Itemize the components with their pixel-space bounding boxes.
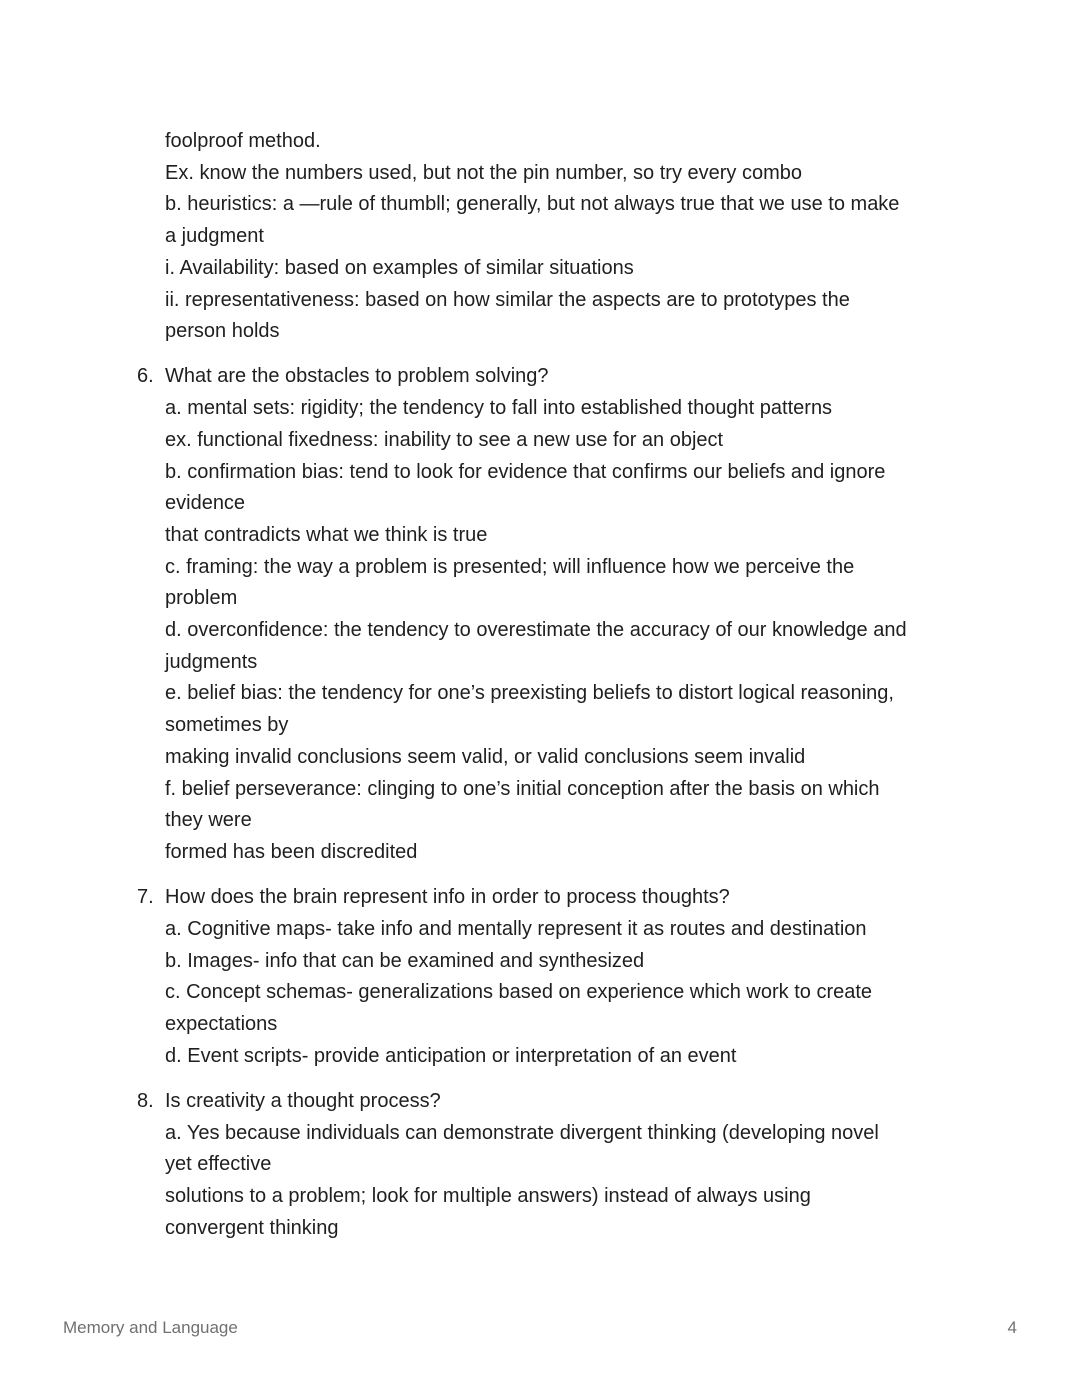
answer-line: convergent thinking [165,1216,339,1239]
intro-continuation [0,126,1080,348]
question-text: Is creativity a thought process? [165,1089,441,1112]
answer-line: evidence [165,492,246,515]
question-7 [0,882,1080,914]
footer-page-number: 4 [1007,1318,1017,1337]
answer-line: a. Cognitive maps- take info and mentally represent it as routes and destination [165,917,867,940]
answer-line: that contradicts what we think is true [165,523,488,546]
question-7-section [0,882,1080,1072]
answer-line: a. Yes because individuals can demonstrate divergent thinking (developing novel [165,1121,879,1144]
text-line: i. Availability: based on examples of similar situations [165,256,634,279]
answer-line: d. overconfidence: the tendency to overestimate the accuracy of our knowledge and [165,619,907,642]
question-text: How does the brain represent info in order to process thoughts? [165,886,730,909]
answer-line: expectations [165,1012,278,1035]
question-number: 6. [137,365,154,388]
answer-line: solutions to a problem; look for multiple answers) instead of always using [165,1185,811,1207]
question-6 [0,361,1080,393]
question-number: 7. [137,886,154,909]
footer-document-title: Memory and Language [63,1318,238,1337]
text-line: Ex. know the numbers used, but not the pin number, so try every combo [165,161,803,184]
answer-line: e. belief bias: the tendency for one’s preexisting beliefs to distort logical reasoning, [165,682,894,705]
answer-line: d. Event scripts- provide anticipation or interpretation of an event [165,1044,737,1067]
answer-line: a. mental sets: rigidity; the tendency to fall into established thought patterns [165,397,833,420]
question-8-section [0,1086,1080,1245]
answer-line: sometimes by [165,714,289,737]
answer-line: c. Concept schemas- generalizations based on experience which work to create [165,981,873,1004]
answer-line: making invalid conclusions seem valid, or valid conclusions seem invalid [165,745,806,768]
document-body [0,126,1080,1244]
question-8 [0,1086,1080,1118]
answer-line: c. framing: the way a problem is presented; will influence how we perceive the [165,555,855,578]
answer-line: b. Images- info that can be examined and synthesized [165,949,645,972]
text-line: b. heuristics: a —rule of thumbll; generally, but not always true that we use to make [165,193,900,216]
text-line: foolproof method. [165,130,321,152]
answer-line: formed has been discredited [165,840,418,863]
text-line: ii. representativeness: based on how similar the aspects are to prototypes the [165,288,850,311]
answer-line: they were [165,809,252,832]
text-line: a judgment [165,225,264,248]
answer-line: f. belief perseverance: clinging to one’s initial conception after the basis on which [165,777,880,800]
answer-line: b. confirmation bias: tend to look for evidence that confirms our beliefs and ignore [165,460,886,483]
question-text: What are the obstacles to problem solving? [165,365,549,388]
question-6-section [0,361,1080,868]
answer-line: problem [165,587,238,610]
answer-line: judgments [165,650,258,673]
text-line: person holds [165,320,280,343]
question-number: 8. [137,1089,154,1112]
answer-line: yet effective [165,1153,272,1176]
answer-line: ex. functional fixedness: inability to see a new use for an object [165,428,724,451]
